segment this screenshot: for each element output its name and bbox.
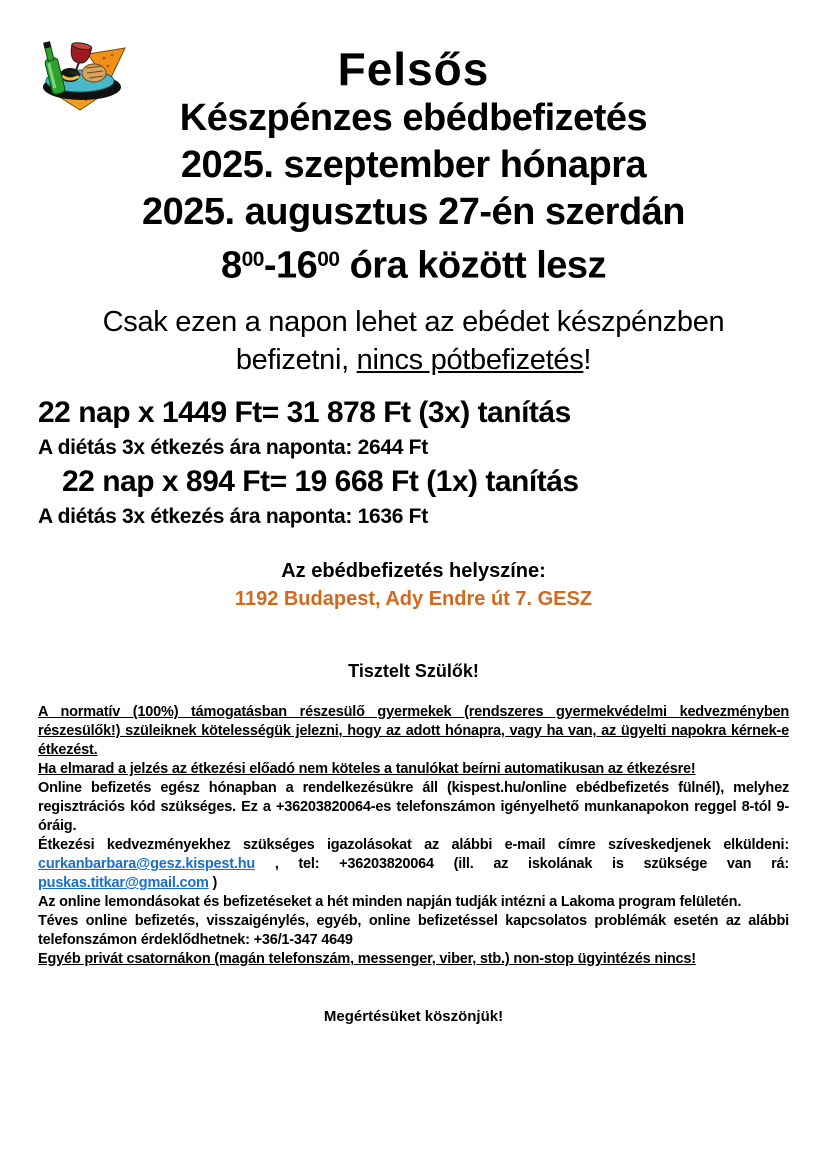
time-start: 8 <box>220 244 242 287</box>
price-row-diet-3x: A diétás 3x étkezés ára naponta: 2644 Ft <box>38 436 428 460</box>
header-lines <box>38 95 789 289</box>
payment-location <box>38 557 789 613</box>
notice-line-1: Csak ezen a napon lehet az ebédet készpénzben <box>102 306 725 339</box>
subtitle-line-2: 2025. szeptember hónapra <box>180 143 647 186</box>
price-row-diet-1x: A diétás 3x étkezés ára naponta: 1636 Ft <box>38 505 428 529</box>
p4-suffix: ) <box>208 875 218 892</box>
bread-icon <box>82 64 106 82</box>
notice-no-late-payment: nincs pótbefizetés <box>356 344 584 377</box>
information-paragraphs <box>38 703 789 969</box>
price-row-1x: 22 nap x 894 Ft= 19 668 Ft (1x) tanítás <box>62 465 579 499</box>
price-row-3x: 22 nap x 1449 Ft= 31 878 Ft (3x) tanítás <box>38 396 571 430</box>
paragraph-no-private-channels: Egyéb privát csatornákon (magán telefonszám, messenger, viber, stb.) non-stop ügyintézés nincs! <box>38 951 696 968</box>
time-rest: óra között lesz <box>339 244 607 287</box>
email-link-school[interactable]: puskas.titkar@gmail.com <box>38 875 209 892</box>
p4-mid: , tel: +36203820064 (ill. az iskolának is szüksége van rá: <box>255 856 789 873</box>
notice-line-2 <box>38 341 789 379</box>
time-range-line <box>38 236 789 289</box>
time-end: -16 <box>263 244 318 287</box>
p4-prefix: Étkezési kedvezményekhez szükséges igazolásokat az alábbi e-mail címre szíveskedjenek elküldeni: <box>38 837 789 854</box>
notice-line-2-prefix: befizetni, <box>235 344 357 377</box>
location-label: Az ebédbefizetés helyszíne: <box>281 560 546 583</box>
paragraph-wrong-payment: Téves online befizetés, visszaigénylés, egyéb, online befizetéssel kapcsolatos problémák esetén az alábbi telefonszámon érdeklődhetnek: +36/1-347 4649 <box>38 913 789 949</box>
greeting: Tisztelt Szülők! <box>348 661 479 682</box>
time-start-minutes: 00 <box>241 247 264 271</box>
subtitle-line-3: 2025. augusztus 27-én szerdán <box>141 190 686 233</box>
paragraph-missing-notice: Ha elmarad a jelzés az étkezési előadó nem köteles a tanulókat beírni automatikusan az étkezésre! <box>38 761 696 778</box>
notice-line-2-suffix: ! <box>583 344 592 377</box>
paragraph-discount-certificates <box>38 836 789 893</box>
time-end-minutes: 00 <box>317 247 340 271</box>
food-drink-clipart <box>32 38 132 116</box>
paragraph-online-payment: Online befizetés egész hónapban a rendelkezésükre áll (kispest.hu/online ebédbefizetés fülnél), melyhez regisztrációs kód szükséges. Ez a +36203820064-es telefonszámon igényelhető munkanapokon reggel 8-tól 9-óráig. <box>38 780 789 835</box>
price-list <box>38 393 789 531</box>
email-link-gesz[interactable]: curkanbarbara@gesz.kispest.hu <box>38 856 256 873</box>
cash-payment-notice <box>38 303 789 379</box>
paragraph-lakoma-program: Az online lemondásokat és befizetéseket a hét minden napján tudják intézni a Lakoma program felületén. <box>38 894 742 911</box>
page-title: Felsős <box>337 43 490 95</box>
closing-thanks: Megértésüket köszönjük! <box>323 1008 504 1026</box>
subtitle-line-1: Készpénzes ebédbefizetés <box>179 96 648 139</box>
location-address: 1192 Budapest, Ady Endre út 7. GESZ <box>234 588 593 611</box>
paragraph-normative-support: A normatív (100%) támogatásban részesülő gyermekek (rendszeres gyermekvédelmi kedvezményben részesülők!) szüleiknek kötelességük jelezni, hogy az adott hónapra, vagy ha van, az ügyelti napokra kérnek-e étkezést. <box>38 704 789 759</box>
